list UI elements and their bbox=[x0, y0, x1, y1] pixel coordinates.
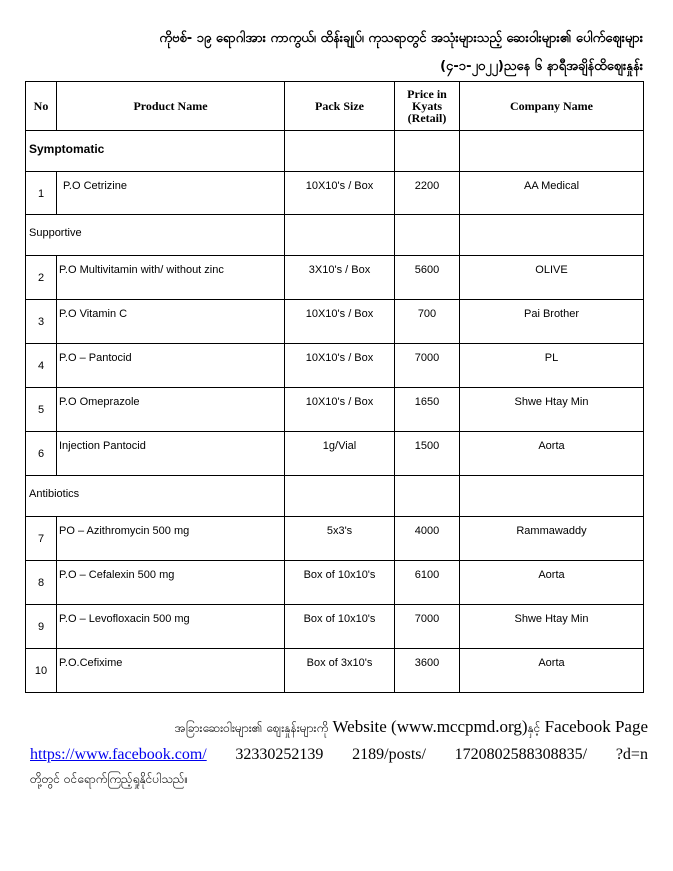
header-company-name: Company Name bbox=[460, 82, 644, 131]
row-number: 9 bbox=[26, 605, 57, 649]
footer-line-2 bbox=[30, 746, 648, 764]
footer-line-3: တို့တွင် ဝင်ရောက်ကြည့်ရှုနိုင်ပါသည်။ bbox=[30, 772, 189, 786]
product-name: P.O.Cefixime bbox=[57, 649, 285, 693]
product-name: Injection Pantocid bbox=[57, 432, 285, 476]
price: 1650 bbox=[395, 388, 460, 432]
pack-size: 10X10's / Box bbox=[285, 300, 395, 344]
pack-size: Box of 3x10's bbox=[285, 649, 395, 693]
document-title-line-1: ကိုဗစ်- ၁၉ ရောဂါအား ကာကွယ်၊ ထိန်းချုပ်၊ ကုသရာတွင် အသုံးများသည့် ဆေးဝါးများ၏ ပေါက်ဈေးများ bbox=[159, 31, 643, 46]
company-name: Aorta bbox=[460, 432, 644, 476]
pack-size: 3X10's / Box bbox=[285, 256, 395, 300]
table-row bbox=[26, 517, 644, 561]
product-name: P.O Vitamin C bbox=[57, 300, 285, 344]
row-number: 6 bbox=[26, 432, 57, 476]
section-row-antibiotics bbox=[26, 476, 644, 517]
header-price-line-1: Price in bbox=[407, 87, 447, 101]
section-row-symptomatic bbox=[26, 131, 644, 172]
header-pack-size: Pack Size bbox=[285, 82, 395, 131]
price: 1500 bbox=[395, 432, 460, 476]
header-price-line-3: (Retail) bbox=[407, 111, 447, 125]
pack-size: 5x3's bbox=[285, 517, 395, 561]
pack-size: 10X10's / Box bbox=[285, 344, 395, 388]
header-product-name: Product Name bbox=[57, 82, 285, 131]
pack-size: Box of 10x10's bbox=[285, 605, 395, 649]
header-price bbox=[395, 82, 460, 131]
section-label: Supportive bbox=[26, 215, 285, 256]
product-name: P.O – Cefalexin 500 mg bbox=[57, 561, 285, 605]
company-name: OLIVE bbox=[460, 256, 644, 300]
footer-line-1 bbox=[30, 717, 648, 738]
facebook-url-part-3: 1720802588308835/ bbox=[454, 746, 588, 763]
company-name: Pai Brother bbox=[460, 300, 644, 344]
table-row bbox=[26, 432, 644, 476]
row-number: 4 bbox=[26, 344, 57, 388]
row-number: 2 bbox=[26, 256, 57, 300]
table-row bbox=[26, 649, 644, 693]
price: 2200 bbox=[395, 172, 460, 215]
table-row bbox=[26, 561, 644, 605]
price: 3600 bbox=[395, 649, 460, 693]
footer-website-text: Website (www.mccpmd.org) bbox=[332, 717, 528, 736]
product-name: P.O Omeprazole bbox=[57, 388, 285, 432]
document-title-line-2: (၄-၁-၂၀၂၂)ညနေ ၆ နာရီအချိန်ထိဈေးနှုန်း bbox=[440, 59, 643, 74]
price: 4000 bbox=[395, 517, 460, 561]
header-no: No bbox=[26, 82, 57, 131]
price: 5600 bbox=[395, 256, 460, 300]
company-name: Rammawaddy bbox=[460, 517, 644, 561]
facebook-url-part-2: 2189/posts/ bbox=[352, 746, 426, 763]
row-number: 7 bbox=[26, 517, 57, 561]
table-row bbox=[26, 344, 644, 388]
product-name: P.O – Pantocid bbox=[57, 344, 285, 388]
footer-and-text: နှင့် bbox=[527, 721, 541, 735]
price: 7000 bbox=[395, 344, 460, 388]
company-name: Shwe Htay Min bbox=[460, 388, 644, 432]
row-number: 3 bbox=[26, 300, 57, 344]
pack-size: 10X10's / Box bbox=[285, 172, 395, 215]
price: 6100 bbox=[395, 561, 460, 605]
section-row-supportive bbox=[26, 215, 644, 256]
facebook-url-part-1: 32330252139 bbox=[235, 746, 324, 763]
company-name: PL bbox=[460, 344, 644, 388]
facebook-link[interactable]: https://www.facebook.com/ bbox=[30, 746, 207, 763]
product-name: P.O Multivitamin with/ without zinc bbox=[57, 256, 285, 300]
table-row bbox=[26, 300, 644, 344]
table-row bbox=[26, 256, 644, 300]
table-header-row bbox=[26, 82, 644, 131]
company-name: Aorta bbox=[460, 649, 644, 693]
row-number: 10 bbox=[26, 649, 57, 693]
row-number: 8 bbox=[26, 561, 57, 605]
section-label: Antibiotics bbox=[26, 476, 285, 517]
facebook-url-part-4: ?d=n bbox=[615, 746, 648, 763]
company-name: AA Medical bbox=[460, 172, 644, 215]
company-name: Aorta bbox=[460, 561, 644, 605]
section-label: Symptomatic bbox=[26, 131, 285, 172]
row-number: 1 bbox=[26, 172, 57, 215]
footer-facebook-text: Facebook Page bbox=[544, 717, 648, 736]
product-name: P.O – Levofloxacin 500 mg bbox=[57, 605, 285, 649]
company-name: Shwe Htay Min bbox=[460, 605, 644, 649]
product-name: PO – Azithromycin 500 mg bbox=[57, 517, 285, 561]
table-row bbox=[26, 388, 644, 432]
table-row bbox=[26, 172, 644, 215]
pack-size: Box of 10x10's bbox=[285, 561, 395, 605]
pack-size: 10X10's / Box bbox=[285, 388, 395, 432]
header-price-line-2: Kyats bbox=[412, 99, 442, 113]
price: 7000 bbox=[395, 605, 460, 649]
price: 700 bbox=[395, 300, 460, 344]
product-name: P.O Cetrizine bbox=[57, 172, 285, 215]
footer-intro-text: အခြားဆေးဝါးများ၏ ဈေးနှုန်းများကို bbox=[174, 721, 329, 735]
price-table bbox=[25, 81, 644, 693]
table-row bbox=[26, 605, 644, 649]
pack-size: 1g/Vial bbox=[285, 432, 395, 476]
row-number: 5 bbox=[26, 388, 57, 432]
